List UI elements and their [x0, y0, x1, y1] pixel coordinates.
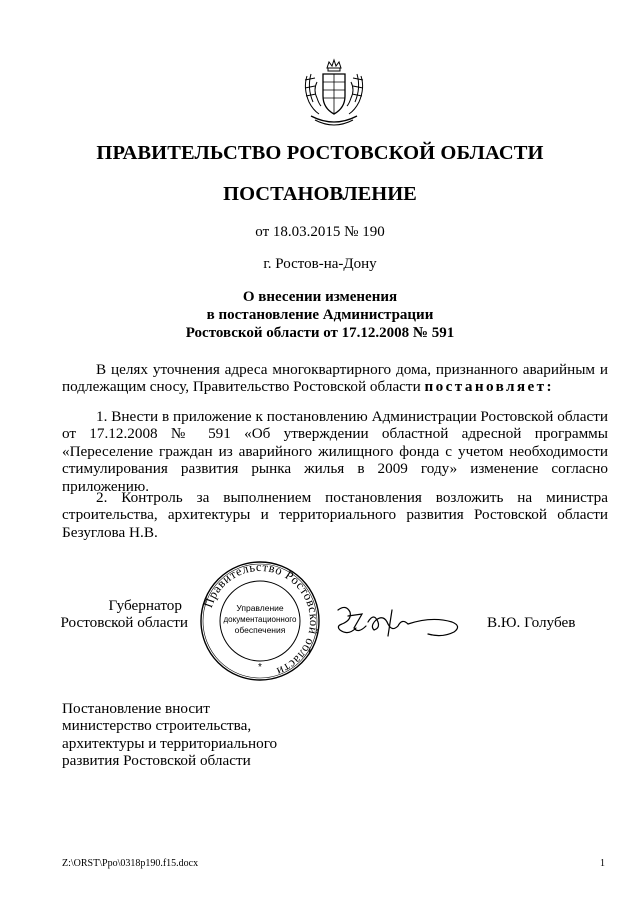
item-2-paragraph: 2. Контроль за выполнением постановления возложить на министра строительства, архитектуры и территориального развития Ростовской области Безуглова Н.В.	[62, 489, 608, 541]
stamp-inner-line-2: документационного	[223, 615, 297, 624]
subject-heading	[0, 288, 640, 342]
submitted-by-note	[62, 700, 322, 770]
signatory-name: В.Ю. Голубев	[487, 614, 576, 631]
subject-line-2: в постановление Администрации	[206, 307, 434, 323]
stamp-star: *	[258, 662, 262, 673]
stamp-inner-line-1: Управление	[236, 603, 284, 613]
handwritten-signature	[332, 602, 464, 642]
note-line-2: министерство строительства,	[62, 717, 252, 735]
date-and-number: от 18.03.2015 № 190	[255, 224, 385, 240]
note-line-3: архитектуры и территориального	[62, 734, 278, 752]
city-line: г. Ростов-на-Дону	[263, 256, 377, 272]
preamble-text: В целях уточнения адреса многоквартирного дома, признанного аварийным и подлежащим сносу, Правительство Ростовской области	[62, 361, 608, 396]
file-path: Z:\ORST\Ppo\0318p190.f15.docx	[62, 858, 199, 869]
stamp-inner-line-3: обеспечения	[234, 625, 286, 635]
note-line-1: Постановление вносит	[62, 700, 210, 717]
signatory-role-line-2: Ростовской области	[60, 614, 188, 631]
page-number: 1	[600, 858, 605, 869]
subject-line-3: Ростовской области от 17.12.2008 № 591	[185, 325, 455, 341]
government-title: ПРАВИТЕЛЬСТВО РОСТОВСКОЙ ОБЛАСТИ	[96, 142, 544, 164]
item-1-paragraph: 1. Внести в приложение к постановлению Администрации Ростовской области от 17.12.2008 № 591 «Об утверждении областной адресной программы «Переселение граждан из аварийного жилищного фонда с учетом необходимости стимулирования развития рынка жилья в 2009 году» изменение согласно приложению.	[62, 408, 608, 495]
coat-of-arms-emblem	[301, 58, 367, 128]
note-line-4: развития Ростовской области	[62, 752, 251, 770]
preamble-paragraph	[62, 361, 608, 396]
signatory-role-line-1: Губернатор	[108, 597, 182, 614]
subject-line-1: О внесении изменения	[242, 289, 398, 305]
resolves-word: постановляет:	[424, 378, 554, 396]
document-type-heading: ПОСТАНОВЛЕНИЕ	[223, 183, 417, 205]
stamp-outer-textpath: Правительство Ростовской области	[201, 560, 321, 679]
official-stamp	[199, 560, 321, 682]
